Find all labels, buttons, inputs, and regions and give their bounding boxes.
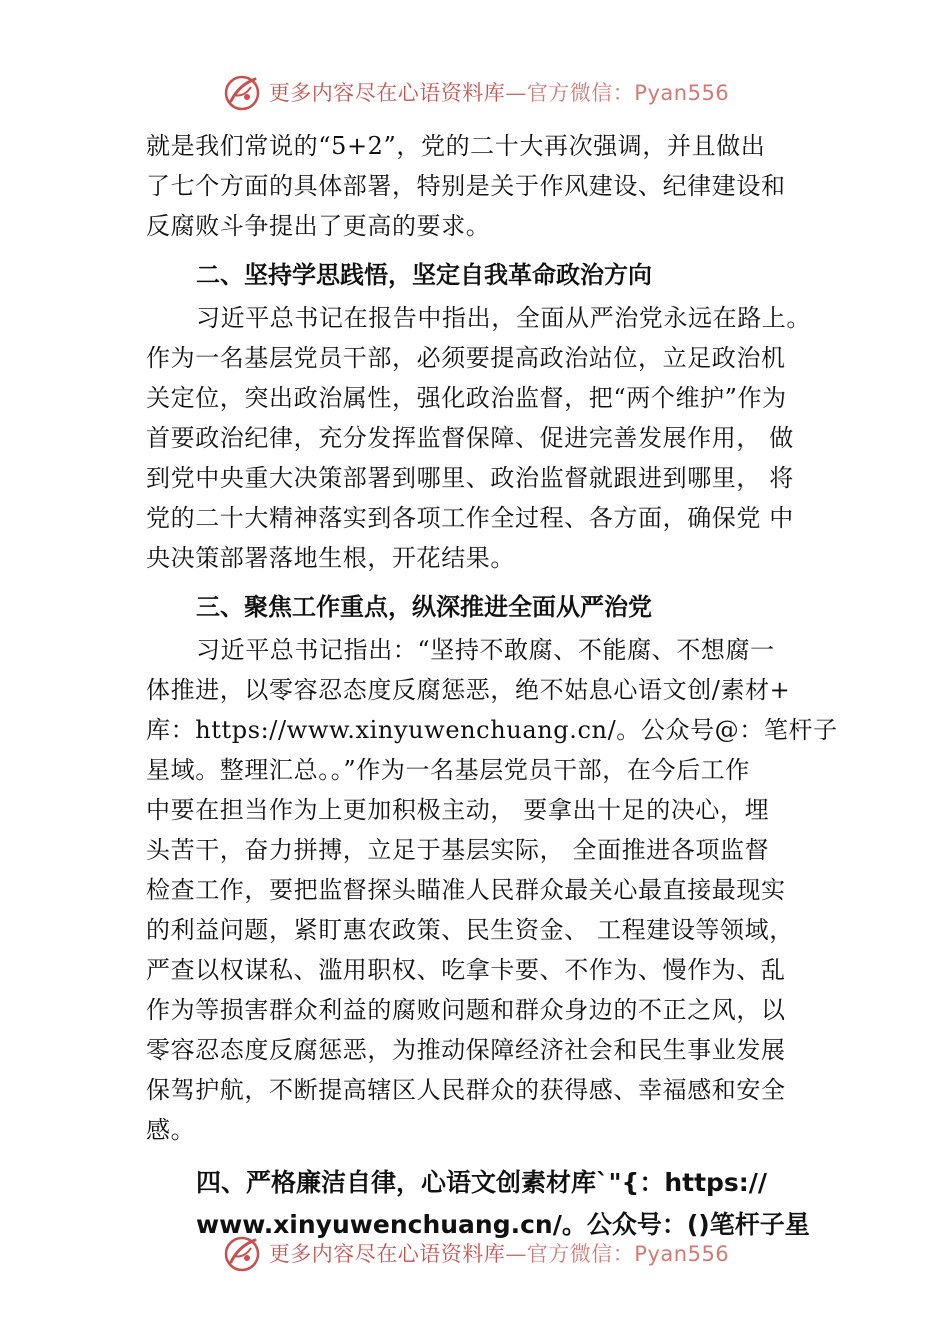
banner-title: 更多内容尽在心语资料库 (268, 81, 506, 105)
text-line: 习近平总书记在报告中指出，全面从严治党永远在路上。 (196, 304, 811, 332)
header-banner (0, 67, 950, 117)
text-line: 星域。整理汇总。。”作为一名基层党员干部，在今后工作 (146, 756, 750, 784)
footer-banner (0, 1228, 950, 1278)
text-line: 了七个方面的具体部署，特别是关于作风建设、纪律建设和 (146, 172, 786, 200)
paragraph-3 (146, 630, 836, 1150)
paragraph-1 (146, 126, 836, 246)
banner-wechat: 官方微信：Pyan556 (526, 81, 730, 105)
text-line: 央决策部署落地生根，开花结果。 (146, 544, 515, 572)
section-heading-3: 三、聚焦工作重点，纵深推进全面从严治党 (196, 593, 652, 621)
text-line: 检查工作，要把监督探头瞄准人民群众最关心最直接最现实 (146, 876, 786, 904)
brand-logo-icon (221, 1232, 263, 1274)
section-heading-2: 二、坚持学思践悟，坚定自我革命政治方向 (196, 261, 652, 289)
text-line: 保驾护航，不断提高辖区人民群众的获得感、幸福感和安全 (146, 1076, 786, 1104)
banner-title: 更多内容尽在心语资料库 (268, 1242, 506, 1266)
text-line: 库：https://www.xinyuwenchuang.cn/。公众号@：笔杆子 (146, 716, 838, 744)
text-line: 中要在担当作为上更加积极主动， 要拿出十足的决心，埋 (146, 796, 770, 824)
text-line: 就是我们常说的“5+2”，党的二十大再次强调，并且做出 (146, 132, 766, 160)
text-line: 的利益问题，紧盯惠农政策、民生资金、 工程建设等领域， (146, 916, 794, 944)
text-line: 头苦干，奋力拼搏，立足于基层实际， 全面推进各项监督 (146, 836, 770, 864)
document-body (146, 126, 836, 1246)
banner-wechat: 官方微信：Pyan556 (526, 1242, 730, 1266)
text-line: 零容忍态度反腐惩恶，为推动保障经济社会和民生事业发展 (146, 1036, 786, 1064)
text-line: 反腐败斗争提出了更高的要求。 (146, 212, 491, 240)
text-line: 作为等损害群众利益的腐败问题和群众身边的不正之风，以 (146, 996, 786, 1024)
brand-logo-icon (221, 71, 263, 113)
banner-separator: — (505, 81, 527, 105)
text-line: 习近平总书记指出：“坚持不敢腐、不能腐、不想腐一 (196, 636, 775, 664)
text-line: 关定位，突出政治属性，强化政治监督，把“两个维护”作为 (146, 384, 787, 412)
text-line: 体推进，以零容忍态度反腐惩恶，绝不姑息心语文创/素材+ (146, 676, 791, 704)
heading-line: 四、严格廉洁自律，心语文创素材库`"{：https:// (196, 1168, 768, 1197)
text-line: 严查以权谋私、滥用职权、吃拿卡要、不作为、慢作为、乱 (146, 956, 786, 984)
text-line: 首要政治纪律，充分发挥监督保障、促进完善发展作用， 做 (146, 424, 794, 452)
heading-line: www.xinyuwenchuang.cn/。公众号：()笔杆子星 (196, 1210, 810, 1239)
banner-separator: — (505, 1242, 527, 1266)
paragraph-2 (146, 298, 836, 578)
text-line: 作为一名基层党员干部，必须要提高政治站位，立足政治机 (146, 344, 786, 372)
text-line: 到党中央重大决策部署到哪里、政治监督就跟进到哪里， 将 (146, 464, 794, 492)
text-line: 党的二十大精神落实到各项工作全过程、各方面，确保党 中 (146, 504, 794, 532)
text-line: 感。 (146, 1116, 196, 1144)
